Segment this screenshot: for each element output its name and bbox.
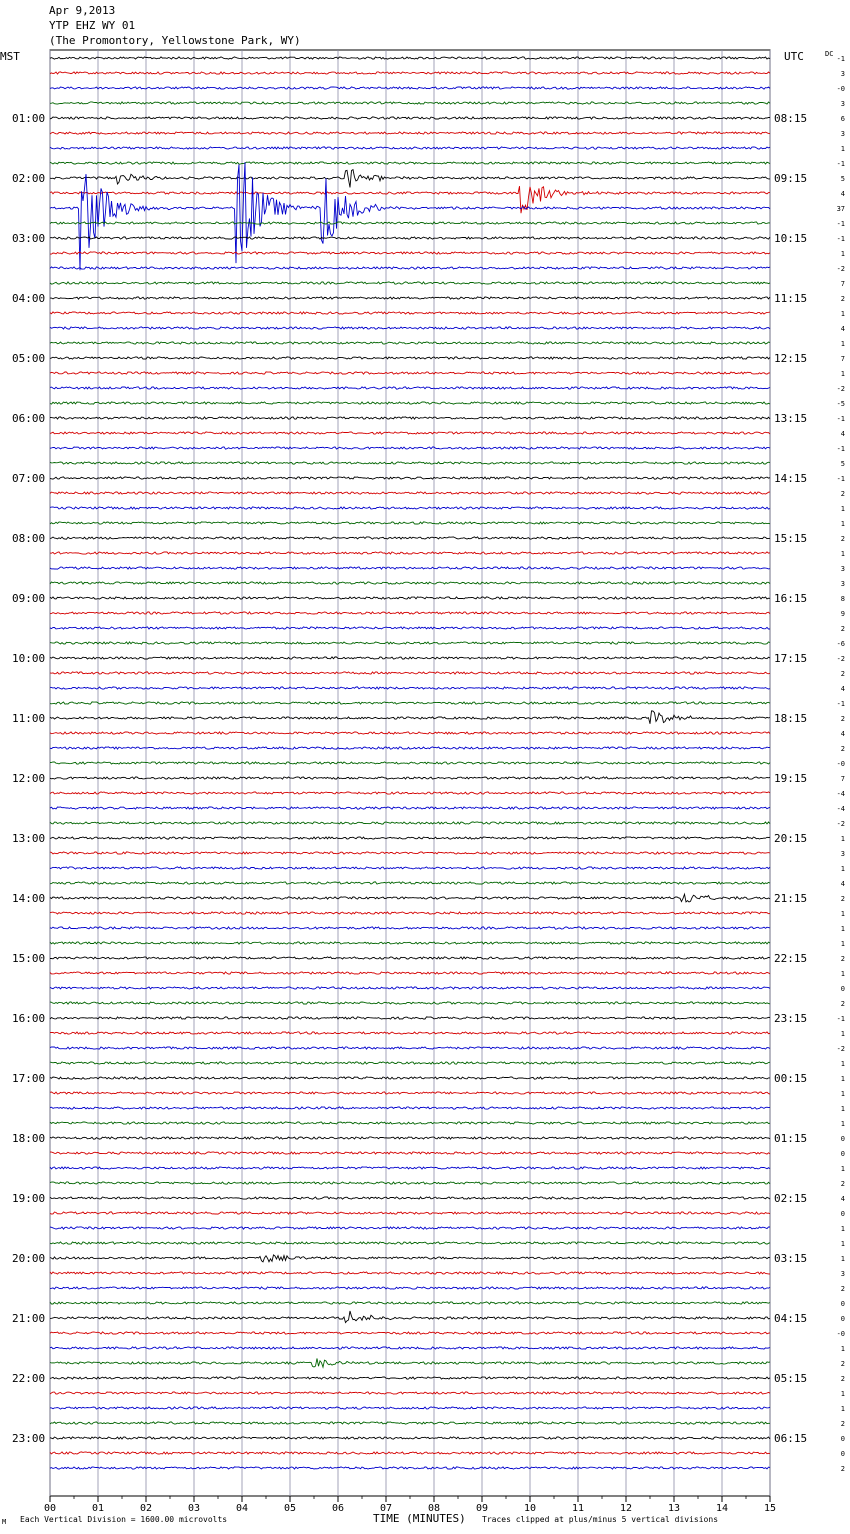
dc-offset-label: -1 bbox=[836, 55, 845, 63]
trace-line bbox=[50, 222, 770, 224]
dc-offset-label: 1 bbox=[840, 1240, 845, 1248]
trace-line bbox=[50, 537, 770, 539]
dc-offset-label: -0 bbox=[836, 85, 845, 93]
footer-time-label: TIME (MINUTES) bbox=[373, 1512, 466, 1525]
left-hour-label: 20:00 bbox=[12, 1252, 46, 1265]
trace-line bbox=[50, 747, 770, 749]
dc-offset-label: -4 bbox=[836, 790, 845, 798]
right-hour-label: 06:15 bbox=[774, 1432, 808, 1445]
right-hour-label: 08:15 bbox=[774, 112, 808, 125]
trace-line bbox=[50, 627, 770, 629]
dc-offset-label: 3 bbox=[840, 70, 845, 78]
right-hour-label: 04:15 bbox=[774, 1312, 808, 1325]
trace-line bbox=[50, 894, 770, 902]
trace-line bbox=[50, 1017, 770, 1019]
trace-line bbox=[50, 342, 770, 344]
dc-offset-label: 1 bbox=[840, 1405, 845, 1413]
dc-offset-label: 2 bbox=[840, 745, 845, 753]
dc-offset-label: 0 bbox=[840, 1315, 845, 1323]
trace-line bbox=[50, 387, 770, 389]
trace-line bbox=[50, 1255, 770, 1262]
trace-line bbox=[50, 762, 770, 764]
trace-line bbox=[50, 552, 770, 554]
trace-line bbox=[50, 1377, 770, 1379]
dc-offset-label: 3 bbox=[840, 130, 845, 138]
left-hour-label: 09:00 bbox=[12, 592, 46, 605]
dc-offset-label: 2 bbox=[840, 490, 845, 498]
trace-line bbox=[50, 372, 770, 374]
dc-offset-label: 1 bbox=[840, 1390, 845, 1398]
dc-offset-label: 1 bbox=[840, 1255, 845, 1263]
right-hour-label: 05:15 bbox=[774, 1372, 808, 1385]
dc-offset-label: 4 bbox=[840, 685, 845, 693]
trace-line bbox=[50, 942, 770, 944]
dc-offset-label: 2 bbox=[840, 1180, 845, 1188]
trace-line bbox=[50, 1358, 770, 1367]
trace-line bbox=[50, 642, 770, 644]
trace-line bbox=[50, 912, 770, 914]
dc-offset-label: 1 bbox=[840, 835, 845, 843]
left-hour-label: 21:00 bbox=[12, 1312, 46, 1325]
trace-line bbox=[50, 1212, 770, 1214]
dc-offset-label: 1 bbox=[840, 970, 845, 978]
dc-offset-label: 2 bbox=[840, 1375, 845, 1383]
x-tick-label: 00 bbox=[43, 1503, 57, 1514]
dc-offset-label: 0 bbox=[840, 1435, 845, 1443]
dc-offset-label: 1 bbox=[840, 1105, 845, 1113]
dc-offset-label: 3 bbox=[840, 565, 845, 573]
dc-offset-label: -5 bbox=[836, 400, 845, 408]
left-hour-label: 13:00 bbox=[12, 832, 46, 845]
right-hour-label: 20:15 bbox=[774, 832, 808, 845]
x-tick-label: 01 bbox=[91, 1503, 105, 1514]
dc-offset-label: 0 bbox=[840, 1450, 845, 1458]
trace-line bbox=[50, 1302, 770, 1304]
dc-offset-label: 2 bbox=[840, 1000, 845, 1008]
left-hour-label: 14:00 bbox=[12, 892, 46, 905]
dc-offset-label: 0 bbox=[840, 1150, 845, 1158]
trace-line bbox=[50, 702, 770, 704]
trace-line bbox=[50, 927, 770, 929]
dc-offset-label: 2 bbox=[840, 295, 845, 303]
dc-offset-label: -1 bbox=[836, 445, 845, 453]
dc-offset-label: 1 bbox=[840, 940, 845, 948]
trace-line bbox=[50, 267, 770, 269]
dc-offset-label: 37 bbox=[836, 205, 845, 213]
dc-offset-label: 1 bbox=[840, 1030, 845, 1038]
left-hour-label: 11:00 bbox=[12, 712, 46, 725]
trace-line bbox=[50, 87, 770, 89]
dc-offset-label: 1 bbox=[840, 1120, 845, 1128]
dc-offset-label: 3 bbox=[840, 580, 845, 588]
trace-line bbox=[50, 282, 770, 284]
trace-line bbox=[50, 1467, 770, 1469]
right-hour-label: 12:15 bbox=[774, 352, 808, 365]
dc-offset-label: -1 bbox=[836, 415, 845, 423]
trace-line bbox=[50, 732, 770, 734]
trace-line bbox=[50, 807, 770, 809]
dc-offset-label: -0 bbox=[836, 1330, 845, 1338]
left-hour-label: 04:00 bbox=[12, 292, 46, 305]
dc-offset-label: 3 bbox=[840, 850, 845, 858]
trace-line bbox=[50, 1392, 770, 1394]
dc-offset-label: 1 bbox=[840, 865, 845, 873]
dc-offset-label: 4 bbox=[840, 325, 845, 333]
trace-group bbox=[50, 57, 770, 1469]
dc-offset-label: -2 bbox=[836, 265, 845, 273]
x-tick-label: 14 bbox=[715, 1503, 729, 1514]
left-hour-label: 15:00 bbox=[12, 952, 46, 965]
dc-offset-label: 2 bbox=[840, 1285, 845, 1293]
left-hour-label: 18:00 bbox=[12, 1132, 46, 1145]
dc-offset-label: 2 bbox=[840, 895, 845, 903]
trace-line bbox=[50, 477, 770, 479]
left-hour-label: 06:00 bbox=[12, 412, 46, 425]
trace-line bbox=[50, 1152, 770, 1154]
header-date: Apr 9,2013 bbox=[49, 4, 116, 17]
footer-mark: M bbox=[2, 1518, 7, 1526]
trace-line bbox=[50, 1077, 770, 1079]
left-hour-label: 19:00 bbox=[12, 1192, 46, 1205]
left-hour-label: 22:00 bbox=[12, 1372, 46, 1385]
dc-offset-label: 4 bbox=[840, 730, 845, 738]
right-hour-label: 01:15 bbox=[774, 1132, 808, 1145]
label-group bbox=[12, 55, 845, 1514]
trace-line bbox=[50, 597, 770, 599]
trace-line bbox=[50, 1122, 770, 1124]
x-tick-label: 12 bbox=[619, 1503, 633, 1514]
trace-line bbox=[50, 102, 770, 104]
dc-offset-label: 5 bbox=[840, 175, 845, 183]
dc-offset-label: 8 bbox=[840, 595, 845, 603]
trace-line bbox=[50, 147, 770, 149]
dc-offset-label: 1 bbox=[840, 1345, 845, 1353]
footer-division: Each Vertical Division = 1600.00 microvolts bbox=[20, 1515, 228, 1524]
dc-offset-label: 3 bbox=[840, 1270, 845, 1278]
dc-offset-label: 2 bbox=[840, 535, 845, 543]
trace-line bbox=[50, 837, 770, 839]
dc-offset-label: 5 bbox=[840, 460, 845, 468]
right-hour-label: 19:15 bbox=[774, 772, 808, 785]
dc-offset-label: 4 bbox=[840, 1195, 845, 1203]
x-tick-label: 06 bbox=[331, 1503, 345, 1514]
dc-offset-label: 2 bbox=[840, 670, 845, 678]
trace-line bbox=[50, 417, 770, 419]
trace-line bbox=[50, 687, 770, 689]
dc-offset-label: 0 bbox=[840, 1135, 845, 1143]
trace-line bbox=[50, 852, 770, 854]
dc-offset-label: 1 bbox=[840, 520, 845, 528]
trace-line bbox=[50, 1347, 770, 1349]
dc-offset-label: 9 bbox=[840, 610, 845, 618]
dc-offset-label: 2 bbox=[840, 715, 845, 723]
dc-offset-label: 1 bbox=[840, 250, 845, 258]
trace-line bbox=[50, 1032, 770, 1034]
trace-line bbox=[50, 57, 770, 59]
trace-line bbox=[50, 1167, 770, 1169]
trace-line bbox=[50, 162, 770, 164]
trace-line bbox=[50, 357, 770, 359]
x-tick-label: 03 bbox=[187, 1503, 201, 1514]
trace-line bbox=[50, 957, 770, 959]
trace-line bbox=[50, 1332, 770, 1334]
trace-line bbox=[50, 1047, 770, 1049]
dc-offset-label: 3 bbox=[840, 100, 845, 108]
dc-offset-label: 4 bbox=[840, 430, 845, 438]
trace-line bbox=[50, 297, 770, 299]
right-hour-label: 10:15 bbox=[774, 232, 808, 245]
dc-offset-label: -2 bbox=[836, 655, 845, 663]
trace-line bbox=[50, 402, 770, 404]
dc-offset-label: 2 bbox=[840, 1465, 845, 1473]
dc-offset-label: 1 bbox=[840, 1090, 845, 1098]
dc-offset-label: -2 bbox=[836, 385, 845, 393]
right-hour-label: 14:15 bbox=[774, 472, 808, 485]
trace-line bbox=[50, 312, 770, 314]
dc-offset-label: 1 bbox=[840, 310, 845, 318]
trace-line bbox=[50, 237, 770, 239]
dc-offset-label: 6 bbox=[840, 115, 845, 123]
right-hour-label: 22:15 bbox=[774, 952, 808, 965]
right-hour-label: 02:15 bbox=[774, 1192, 808, 1205]
trace-line bbox=[50, 1182, 770, 1184]
trace-line bbox=[50, 1062, 770, 1064]
trace-line bbox=[50, 987, 770, 989]
dc-offset-label: -2 bbox=[836, 1045, 845, 1053]
dc-offset-label: -1 bbox=[836, 220, 845, 228]
dc-offset-label: 1 bbox=[840, 910, 845, 918]
trace-line bbox=[50, 432, 770, 434]
left-timezone-label: MST bbox=[0, 50, 20, 63]
trace-line bbox=[50, 1437, 770, 1439]
trace-line bbox=[50, 582, 770, 584]
trace-line bbox=[50, 1287, 770, 1289]
dc-offset-label: -4 bbox=[836, 805, 845, 813]
dc-offset-label: -1 bbox=[836, 160, 845, 168]
right-hour-label: 03:15 bbox=[774, 1252, 808, 1265]
left-hour-label: 05:00 bbox=[12, 352, 46, 365]
dc-offset-label: 1 bbox=[840, 1060, 845, 1068]
dc-offset-label: 7 bbox=[840, 355, 845, 363]
dc-offset-label: 0 bbox=[840, 1300, 845, 1308]
dc-offset-label: 1 bbox=[840, 1075, 845, 1083]
left-hour-label: 08:00 bbox=[12, 532, 46, 545]
dc-offset-label: -1 bbox=[836, 700, 845, 708]
dc-offset-label: 2 bbox=[840, 625, 845, 633]
x-tick-label: 08 bbox=[427, 1503, 441, 1514]
x-tick-label: 04 bbox=[235, 1503, 249, 1514]
x-tick-label: 10 bbox=[523, 1503, 537, 1514]
right-hour-label: 17:15 bbox=[774, 652, 808, 665]
trace-line bbox=[50, 1107, 770, 1109]
x-tick-label: 05 bbox=[283, 1503, 297, 1514]
right-hour-label: 11:15 bbox=[774, 292, 808, 305]
right-hour-label: 09:15 bbox=[774, 172, 808, 185]
header-station: YTP EHZ WY 01 bbox=[49, 19, 136, 32]
dc-offset-label: 0 bbox=[840, 1210, 845, 1218]
dc-offset-label: 1 bbox=[840, 1165, 845, 1173]
dc-offset-label: 7 bbox=[840, 775, 845, 783]
trace-line bbox=[50, 612, 770, 614]
trace-line bbox=[50, 170, 770, 188]
left-hour-label: 07:00 bbox=[12, 472, 46, 485]
trace-line bbox=[50, 972, 770, 974]
trace-line bbox=[50, 492, 770, 494]
trace-line bbox=[50, 132, 770, 134]
dc-offset-label: 2 bbox=[840, 955, 845, 963]
trace-line bbox=[50, 1002, 770, 1004]
right-hour-label: 21:15 bbox=[774, 892, 808, 905]
right-hour-label: 23:15 bbox=[774, 1012, 808, 1025]
dc-offset-label: -0 bbox=[836, 760, 845, 768]
trace-line bbox=[50, 1407, 770, 1409]
trace-line bbox=[50, 507, 770, 509]
left-hour-label: 16:00 bbox=[12, 1012, 46, 1025]
trace-line bbox=[50, 1197, 770, 1199]
dc-offset-label: 1 bbox=[840, 370, 845, 378]
left-hour-label: 03:00 bbox=[12, 232, 46, 245]
trace-line bbox=[50, 1242, 770, 1244]
trace-line bbox=[50, 447, 770, 449]
trace-line bbox=[50, 1092, 770, 1094]
footer-clip: Traces clipped at plus/minus 5 vertical divisions bbox=[482, 1515, 719, 1524]
trace-line bbox=[50, 1272, 770, 1274]
right-timezone-label: UTC bbox=[784, 50, 804, 63]
x-tick-label: 02 bbox=[139, 1503, 153, 1514]
dc-offset-label: 1 bbox=[840, 1225, 845, 1233]
right-hour-label: 16:15 bbox=[774, 592, 808, 605]
dc-offset-label: 2 bbox=[840, 1360, 845, 1368]
trace-line bbox=[50, 1227, 770, 1229]
right-hour-label: 15:15 bbox=[774, 532, 808, 545]
right-hour-label: 00:15 bbox=[774, 1072, 808, 1085]
left-hour-label: 17:00 bbox=[12, 1072, 46, 1085]
left-hour-label: 02:00 bbox=[12, 172, 46, 185]
trace-line bbox=[50, 882, 770, 884]
left-hour-label: 12:00 bbox=[12, 772, 46, 785]
trace-line bbox=[50, 72, 770, 74]
trace-line bbox=[50, 1422, 770, 1424]
right-hour-label: 18:15 bbox=[774, 712, 808, 725]
dc-offset-label: 1 bbox=[840, 145, 845, 153]
dc-offset-label: 1 bbox=[840, 505, 845, 513]
left-hour-label: 01:00 bbox=[12, 112, 46, 125]
dc-offset-label: 1 bbox=[840, 340, 845, 348]
dc-offset-label: 1 bbox=[840, 550, 845, 558]
trace-line bbox=[50, 327, 770, 329]
trace-line bbox=[50, 672, 770, 674]
trace-line bbox=[50, 522, 770, 524]
trace-line bbox=[50, 711, 770, 724]
dc-offset-label: 7 bbox=[840, 280, 845, 288]
trace-line bbox=[50, 1452, 770, 1454]
left-hour-label: 23:00 bbox=[12, 1432, 46, 1445]
trace-line bbox=[50, 117, 770, 119]
right-hour-label: 13:15 bbox=[774, 412, 808, 425]
x-tick-label: 15 bbox=[763, 1503, 777, 1514]
x-tick-label: 09 bbox=[475, 1503, 489, 1514]
trace-line bbox=[50, 792, 770, 794]
trace-line bbox=[50, 777, 770, 779]
dc-offset-label: -1 bbox=[836, 475, 845, 483]
trace-line bbox=[50, 462, 770, 464]
dc-offset-label: -2 bbox=[836, 820, 845, 828]
trace-line bbox=[50, 822, 770, 824]
header-location: (The Promontory, Yellowstone Park, WY) bbox=[49, 34, 301, 47]
trace-line bbox=[50, 252, 770, 254]
x-tick-label: 11 bbox=[571, 1503, 585, 1514]
dc-offset-label: -1 bbox=[836, 235, 845, 243]
dc-offset-label: -6 bbox=[836, 640, 845, 648]
trace-line bbox=[50, 567, 770, 569]
dc-offset-label: 4 bbox=[840, 880, 845, 888]
trace-line bbox=[50, 867, 770, 869]
trace-line bbox=[50, 1137, 770, 1139]
x-tick-label: 07 bbox=[379, 1503, 393, 1514]
dc-offset-label: 4 bbox=[840, 190, 845, 198]
dc-label: DC bbox=[825, 50, 834, 58]
dc-offset-label: 0 bbox=[840, 985, 845, 993]
x-tick-label: 13 bbox=[667, 1503, 681, 1514]
dc-offset-label: 2 bbox=[840, 1420, 845, 1428]
left-hour-label: 10:00 bbox=[12, 652, 46, 665]
dc-offset-label: -1 bbox=[836, 1015, 845, 1023]
dc-offset-label: 1 bbox=[840, 925, 845, 933]
trace-line bbox=[50, 1311, 770, 1323]
trace-line bbox=[50, 657, 770, 659]
